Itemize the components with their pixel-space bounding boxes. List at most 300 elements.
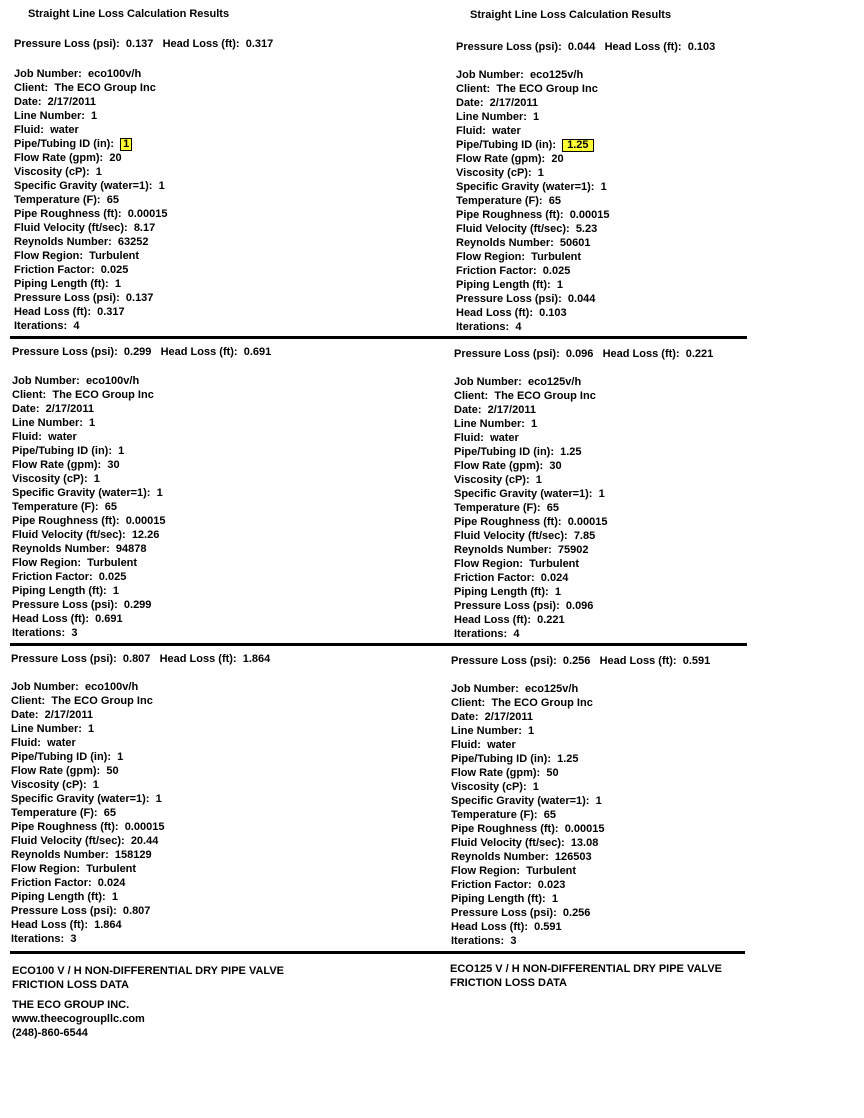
field-value: eco100v/h bbox=[85, 375, 140, 387]
field-value: 1 bbox=[598, 488, 605, 500]
field-value: eco125v/h bbox=[524, 683, 579, 695]
field-label: Iterations: bbox=[456, 321, 510, 333]
field-label: Fluid Velocity (ft/sec): bbox=[454, 530, 568, 542]
field-label: Pipe Roughness (ft): bbox=[14, 208, 122, 220]
field-value: water bbox=[490, 432, 519, 444]
field-value: 50601 bbox=[559, 237, 591, 249]
field-value: 65 bbox=[548, 195, 561, 207]
field-label: Fluid Velocity (ft/sec): bbox=[456, 223, 570, 235]
field-value: water bbox=[492, 125, 521, 137]
field-value: 1 bbox=[89, 417, 96, 429]
field-row bbox=[14, 95, 96, 109]
field-value: 50 bbox=[546, 767, 559, 779]
field-label: Client: bbox=[454, 390, 489, 402]
summary-line bbox=[12, 345, 271, 359]
field-label: Head Loss (ft): bbox=[12, 613, 89, 625]
field-row bbox=[454, 557, 579, 571]
field-value: 75902 bbox=[557, 544, 589, 556]
field-value: 65 bbox=[546, 502, 559, 514]
field-row bbox=[456, 264, 570, 278]
field-row bbox=[454, 403, 536, 417]
field-label: Viscosity (cP): bbox=[454, 474, 530, 486]
field-value: 65 bbox=[103, 807, 116, 819]
field-row bbox=[11, 764, 119, 778]
field-label: Viscosity (cP): bbox=[451, 781, 527, 793]
summary-line bbox=[11, 652, 270, 666]
field-value: 1 bbox=[111, 891, 118, 903]
company-name: THE ECO GROUP INC. bbox=[12, 999, 130, 1011]
field-label: Flow Rate (gpm): bbox=[454, 460, 544, 472]
field-value: eco125v/h bbox=[529, 69, 584, 81]
field-value: 30 bbox=[549, 460, 562, 472]
left-footer-line: ECO100 V / H NON-DIFFERENTIAL DRY PIPE VALVE bbox=[12, 965, 284, 977]
left-footer-line: FRICTION LOSS DATA bbox=[12, 979, 129, 991]
field-value: 0.591 bbox=[534, 921, 562, 933]
field-row bbox=[456, 180, 607, 194]
field-label: Flow Rate (gpm): bbox=[12, 459, 102, 471]
field-label: Job Number: bbox=[12, 375, 80, 387]
field-label: Reynolds Number: bbox=[454, 544, 552, 556]
field-value: 1 bbox=[554, 586, 561, 598]
field-value: 0.023 bbox=[537, 879, 566, 891]
field-label: Fluid: bbox=[451, 739, 481, 751]
field-row bbox=[456, 68, 583, 82]
field-value: 1 bbox=[112, 585, 119, 597]
field-value: 7.85 bbox=[573, 530, 596, 542]
field-row bbox=[12, 570, 126, 584]
field-value: 1.25 bbox=[557, 753, 579, 765]
field-row bbox=[11, 708, 93, 722]
field-value: 0.00015 bbox=[569, 209, 610, 221]
field-row bbox=[456, 166, 544, 180]
field-value: 0.044 bbox=[567, 293, 596, 305]
field-value: 2/17/2011 bbox=[484, 711, 533, 723]
field-value: 1.864 bbox=[94, 919, 122, 931]
field-row bbox=[451, 808, 556, 822]
field-label: Piping Length (ft): bbox=[11, 891, 106, 903]
field-row bbox=[454, 459, 562, 473]
field-value: 1 bbox=[158, 180, 165, 192]
field-value: 2/17/2011 bbox=[47, 96, 96, 108]
field-label: Viscosity (cP): bbox=[11, 779, 87, 791]
field-row bbox=[454, 375, 581, 389]
field-label: Specific Gravity (water=1): bbox=[12, 487, 151, 499]
field-label: Fluid: bbox=[11, 737, 41, 749]
field-label: Pipe/Tubing ID (in): bbox=[454, 446, 554, 458]
field-value: 0.256 bbox=[562, 907, 591, 919]
field-label: Flow Rate (gpm): bbox=[14, 152, 104, 164]
field-value: Turbulent bbox=[86, 863, 137, 875]
field-label: Piping Length (ft): bbox=[456, 279, 551, 291]
field-label: Viscosity (cP): bbox=[456, 167, 532, 179]
section-divider bbox=[10, 336, 747, 339]
field-label: Pressure Loss (psi): bbox=[12, 599, 118, 611]
field-row bbox=[11, 876, 125, 890]
field-label: Reynolds Number: bbox=[451, 851, 549, 863]
summary-head-value: 0.221 bbox=[685, 348, 714, 360]
field-label: Temperature (F): bbox=[14, 194, 101, 206]
field-label: Friction Factor: bbox=[456, 265, 537, 277]
field-row bbox=[14, 263, 128, 277]
field-value: 1 bbox=[91, 110, 98, 122]
field-label: Fluid: bbox=[454, 432, 484, 444]
field-value: water bbox=[48, 431, 77, 443]
field-value: 0.00015 bbox=[127, 208, 168, 220]
field-row bbox=[12, 542, 147, 556]
field-row bbox=[456, 208, 609, 222]
field-label: Temperature (F): bbox=[454, 502, 541, 514]
field-value: Turbulent bbox=[526, 865, 577, 877]
field-label: Temperature (F): bbox=[456, 195, 543, 207]
summary-head-label: Head Loss (ft): bbox=[604, 41, 682, 53]
field-row bbox=[451, 864, 576, 878]
summary-pressure-value: 0.256 bbox=[562, 655, 591, 667]
field-value: 0.024 bbox=[97, 877, 126, 889]
field-value: 0.807 bbox=[122, 905, 151, 917]
field-label: Specific Gravity (water=1): bbox=[454, 488, 593, 500]
field-label: Pipe/Tubing ID (in): bbox=[11, 751, 111, 763]
field-label: Head Loss (ft): bbox=[451, 921, 528, 933]
field-label: Flow Rate (gpm): bbox=[451, 767, 541, 779]
field-row bbox=[451, 934, 516, 948]
field-row bbox=[456, 152, 564, 166]
field-value: 1 bbox=[532, 781, 539, 793]
field-value: 1 bbox=[551, 893, 558, 905]
field-row bbox=[454, 445, 582, 459]
summary-line bbox=[451, 654, 710, 668]
field-row bbox=[12, 430, 77, 444]
field-label: Job Number: bbox=[451, 683, 519, 695]
field-label: Date: bbox=[11, 709, 39, 721]
field-label: Flow Region: bbox=[454, 558, 524, 570]
field-value: 1 bbox=[600, 181, 607, 193]
field-label: Piping Length (ft): bbox=[454, 586, 549, 598]
field-value: 65 bbox=[104, 501, 117, 513]
field-row bbox=[11, 834, 158, 848]
field-value: 1 bbox=[595, 795, 602, 807]
field-label: Iterations: bbox=[11, 933, 65, 945]
field-row bbox=[14, 67, 141, 81]
field-row bbox=[14, 123, 79, 137]
field-row bbox=[12, 500, 117, 514]
field-label: Fluid Velocity (ft/sec): bbox=[14, 222, 128, 234]
field-value: 30 bbox=[107, 459, 120, 471]
field-value: 65 bbox=[106, 194, 119, 206]
field-label: Pipe Roughness (ft): bbox=[11, 821, 119, 833]
summary-head-label: Head Loss (ft): bbox=[599, 655, 677, 667]
field-row bbox=[11, 890, 118, 904]
field-label: Line Number: bbox=[451, 725, 522, 737]
summary-head-value: 0.317 bbox=[245, 38, 274, 50]
field-row bbox=[454, 571, 568, 585]
field-value: 158129 bbox=[114, 849, 152, 861]
field-value: 4 bbox=[515, 321, 522, 333]
field-value: 0.025 bbox=[98, 571, 127, 583]
field-row bbox=[11, 778, 99, 792]
field-label: Flow Region: bbox=[451, 865, 521, 877]
field-value: The ECO Group Inc bbox=[496, 83, 598, 95]
field-value: Turbulent bbox=[87, 557, 138, 569]
field-label: Fluid: bbox=[12, 431, 42, 443]
field-label: Client: bbox=[14, 82, 49, 94]
field-row bbox=[454, 501, 559, 515]
field-row bbox=[14, 109, 97, 123]
field-row bbox=[12, 388, 154, 402]
field-row bbox=[11, 792, 162, 806]
field-row bbox=[456, 124, 521, 138]
field-label: Job Number: bbox=[11, 681, 79, 693]
field-value: 4 bbox=[513, 628, 520, 640]
field-row bbox=[14, 221, 155, 235]
summary-head-value: 0.103 bbox=[687, 41, 716, 53]
field-label: Temperature (F): bbox=[451, 809, 538, 821]
field-row bbox=[456, 292, 595, 306]
field-row bbox=[454, 543, 589, 557]
field-label: Iterations: bbox=[14, 320, 68, 332]
field-row bbox=[12, 612, 123, 626]
field-label: Date: bbox=[451, 711, 479, 723]
field-row bbox=[14, 319, 79, 333]
field-value: 1.25 bbox=[560, 446, 582, 458]
summary-pressure-value: 0.807 bbox=[122, 653, 151, 665]
field-value: 3 bbox=[510, 935, 517, 947]
field-row bbox=[454, 417, 537, 431]
field-value: 1 bbox=[118, 445, 125, 457]
field-row bbox=[14, 207, 167, 221]
field-row bbox=[451, 822, 604, 836]
field-row bbox=[14, 165, 102, 179]
field-value: 1 bbox=[117, 751, 124, 763]
field-row bbox=[451, 850, 592, 864]
field-label: Line Number: bbox=[456, 111, 527, 123]
field-row bbox=[11, 694, 153, 708]
field-row bbox=[12, 472, 100, 486]
field-row bbox=[12, 556, 137, 570]
field-label: Reynolds Number: bbox=[14, 236, 112, 248]
field-row bbox=[456, 110, 539, 124]
field-label: Head Loss (ft): bbox=[456, 307, 533, 319]
field-label: Piping Length (ft): bbox=[12, 585, 107, 597]
field-value: water bbox=[50, 124, 79, 136]
summary-pressure-label: Pressure Loss (psi): bbox=[456, 41, 562, 53]
field-row bbox=[12, 444, 124, 458]
field-label: Temperature (F): bbox=[12, 501, 99, 513]
field-label: Flow Region: bbox=[11, 863, 81, 875]
field-value: 65 bbox=[543, 809, 556, 821]
field-value: 1 bbox=[93, 473, 100, 485]
company-website: www.theecogroupllc.com bbox=[12, 1013, 145, 1025]
field-row bbox=[12, 486, 163, 500]
field-value: 20 bbox=[551, 153, 564, 165]
field-label: Friction Factor: bbox=[454, 572, 535, 584]
field-label: Flow Rate (gpm): bbox=[456, 153, 546, 165]
field-label: Fluid Velocity (ft/sec): bbox=[451, 837, 565, 849]
summary-head-label: Head Loss (ft): bbox=[159, 653, 237, 665]
field-value: 1 bbox=[531, 418, 538, 430]
field-label: Piping Length (ft): bbox=[14, 278, 109, 290]
field-row bbox=[456, 138, 594, 152]
field-row bbox=[451, 752, 579, 766]
field-label: Pipe/Tubing ID (in): bbox=[451, 753, 551, 765]
field-row bbox=[456, 236, 591, 250]
field-row bbox=[456, 278, 563, 292]
field-row bbox=[12, 584, 119, 598]
field-row bbox=[12, 402, 94, 416]
field-label: Head Loss (ft): bbox=[11, 919, 88, 931]
summary-pressure-value: 0.299 bbox=[123, 346, 152, 358]
field-value: 50 bbox=[106, 765, 119, 777]
field-value: 0.025 bbox=[100, 264, 129, 276]
field-row bbox=[451, 906, 590, 920]
field-row bbox=[454, 431, 519, 445]
field-label: Client: bbox=[456, 83, 491, 95]
field-label: Pressure Loss (psi): bbox=[454, 600, 560, 612]
field-row bbox=[11, 722, 94, 736]
highlighted-field-value: 1 bbox=[120, 138, 132, 151]
summary-pressure-value: 0.096 bbox=[565, 348, 594, 360]
summary-head-label: Head Loss (ft): bbox=[162, 38, 240, 50]
field-value: Turbulent bbox=[89, 250, 140, 262]
field-row bbox=[11, 736, 76, 750]
field-label: Iterations: bbox=[12, 627, 66, 639]
field-value: 1 bbox=[533, 111, 540, 123]
right-footer-line: FRICTION LOSS DATA bbox=[450, 977, 567, 989]
field-row bbox=[451, 892, 558, 906]
field-label: Piping Length (ft): bbox=[451, 893, 546, 905]
field-row bbox=[14, 151, 122, 165]
field-value: 0.299 bbox=[123, 599, 152, 611]
field-row bbox=[451, 766, 559, 780]
field-label: Iterations: bbox=[451, 935, 505, 947]
field-label: Viscosity (cP): bbox=[12, 473, 88, 485]
highlighted-field-value: 1.25 bbox=[562, 139, 593, 152]
summary-line bbox=[456, 40, 715, 54]
field-value: 1 bbox=[556, 279, 563, 291]
field-label: Pipe/Tubing ID (in): bbox=[12, 445, 112, 457]
field-row bbox=[12, 416, 95, 430]
field-value: 0.317 bbox=[97, 306, 125, 318]
field-label: Reynolds Number: bbox=[11, 849, 109, 861]
summary-line bbox=[454, 347, 713, 361]
field-value: 2/17/2011 bbox=[44, 709, 93, 721]
summary-pressure-label: Pressure Loss (psi): bbox=[451, 655, 557, 667]
field-row bbox=[454, 627, 519, 641]
field-label: Date: bbox=[12, 403, 40, 415]
field-row bbox=[11, 862, 136, 876]
field-label: Friction Factor: bbox=[11, 877, 92, 889]
field-label: Specific Gravity (water=1): bbox=[14, 180, 153, 192]
field-value: 1 bbox=[155, 793, 162, 805]
field-value: 2/17/2011 bbox=[45, 403, 94, 415]
field-row bbox=[14, 81, 156, 95]
field-label: Line Number: bbox=[14, 110, 85, 122]
field-label: Date: bbox=[456, 97, 484, 109]
field-row bbox=[456, 82, 598, 96]
summary-pressure-label: Pressure Loss (psi): bbox=[12, 346, 118, 358]
field-label: Job Number: bbox=[14, 68, 82, 80]
field-value: eco100v/h bbox=[84, 681, 139, 693]
field-label: Specific Gravity (water=1): bbox=[456, 181, 595, 193]
field-value: 94878 bbox=[115, 543, 147, 555]
field-row bbox=[451, 920, 562, 934]
field-label: Flow Region: bbox=[14, 250, 84, 262]
field-label: Client: bbox=[451, 697, 486, 709]
summary-head-value: 1.864 bbox=[242, 653, 271, 665]
field-row bbox=[11, 932, 76, 946]
field-row bbox=[451, 878, 565, 892]
field-row bbox=[12, 528, 159, 542]
field-row bbox=[12, 514, 165, 528]
field-value: 8.17 bbox=[133, 222, 156, 234]
field-row bbox=[451, 780, 539, 794]
field-label: Head Loss (ft): bbox=[14, 306, 91, 318]
field-label: Reynolds Number: bbox=[456, 237, 554, 249]
section-divider bbox=[10, 951, 745, 954]
summary-head-label: Head Loss (ft): bbox=[602, 348, 680, 360]
field-label: Pipe Roughness (ft): bbox=[456, 209, 564, 221]
field-value: 0.00015 bbox=[125, 515, 166, 527]
field-label: Pressure Loss (psi): bbox=[451, 907, 557, 919]
field-value: 1 bbox=[114, 278, 121, 290]
field-label: Friction Factor: bbox=[451, 879, 532, 891]
field-value: 0.00015 bbox=[567, 516, 608, 528]
field-label: Pipe/Tubing ID (in): bbox=[14, 138, 114, 150]
field-label: Friction Factor: bbox=[14, 264, 95, 276]
field-label: Line Number: bbox=[12, 417, 83, 429]
summary-pressure-label: Pressure Loss (psi): bbox=[454, 348, 560, 360]
field-value: 0.00015 bbox=[124, 821, 165, 833]
field-row bbox=[11, 806, 116, 820]
field-label: Flow Region: bbox=[12, 557, 82, 569]
field-label: Viscosity (cP): bbox=[14, 166, 90, 178]
field-label: Flow Region: bbox=[456, 251, 526, 263]
field-value: 0.096 bbox=[565, 600, 594, 612]
field-value: 1 bbox=[92, 779, 99, 791]
field-row bbox=[451, 836, 598, 850]
field-row bbox=[451, 710, 533, 724]
field-value: The ECO Group Inc bbox=[494, 390, 596, 402]
field-row bbox=[454, 389, 596, 403]
field-row bbox=[14, 137, 132, 151]
field-value: 2/17/2011 bbox=[489, 97, 538, 109]
summary-line bbox=[14, 37, 273, 51]
field-label: Reynolds Number: bbox=[12, 543, 110, 555]
section-divider bbox=[10, 643, 747, 646]
field-value: 4 bbox=[73, 320, 80, 332]
field-value: The ECO Group Inc bbox=[52, 389, 154, 401]
field-value: 5.23 bbox=[575, 223, 598, 235]
field-row bbox=[456, 194, 561, 208]
field-value: 1 bbox=[95, 166, 102, 178]
field-value: The ECO Group Inc bbox=[51, 695, 153, 707]
field-label: Client: bbox=[12, 389, 47, 401]
field-row bbox=[454, 613, 565, 627]
field-row bbox=[12, 598, 151, 612]
field-value: 126503 bbox=[554, 851, 592, 863]
field-value: 13.08 bbox=[570, 837, 599, 849]
field-row bbox=[14, 305, 125, 319]
field-label: Pipe Roughness (ft): bbox=[454, 516, 562, 528]
field-label: Date: bbox=[14, 96, 42, 108]
field-value: water bbox=[47, 737, 76, 749]
field-label: Flow Rate (gpm): bbox=[11, 765, 101, 777]
field-row bbox=[454, 487, 605, 501]
field-row bbox=[11, 848, 152, 862]
field-label: Pressure Loss (psi): bbox=[456, 293, 562, 305]
field-row bbox=[12, 626, 77, 640]
field-row bbox=[14, 235, 149, 249]
field-label: Friction Factor: bbox=[12, 571, 93, 583]
